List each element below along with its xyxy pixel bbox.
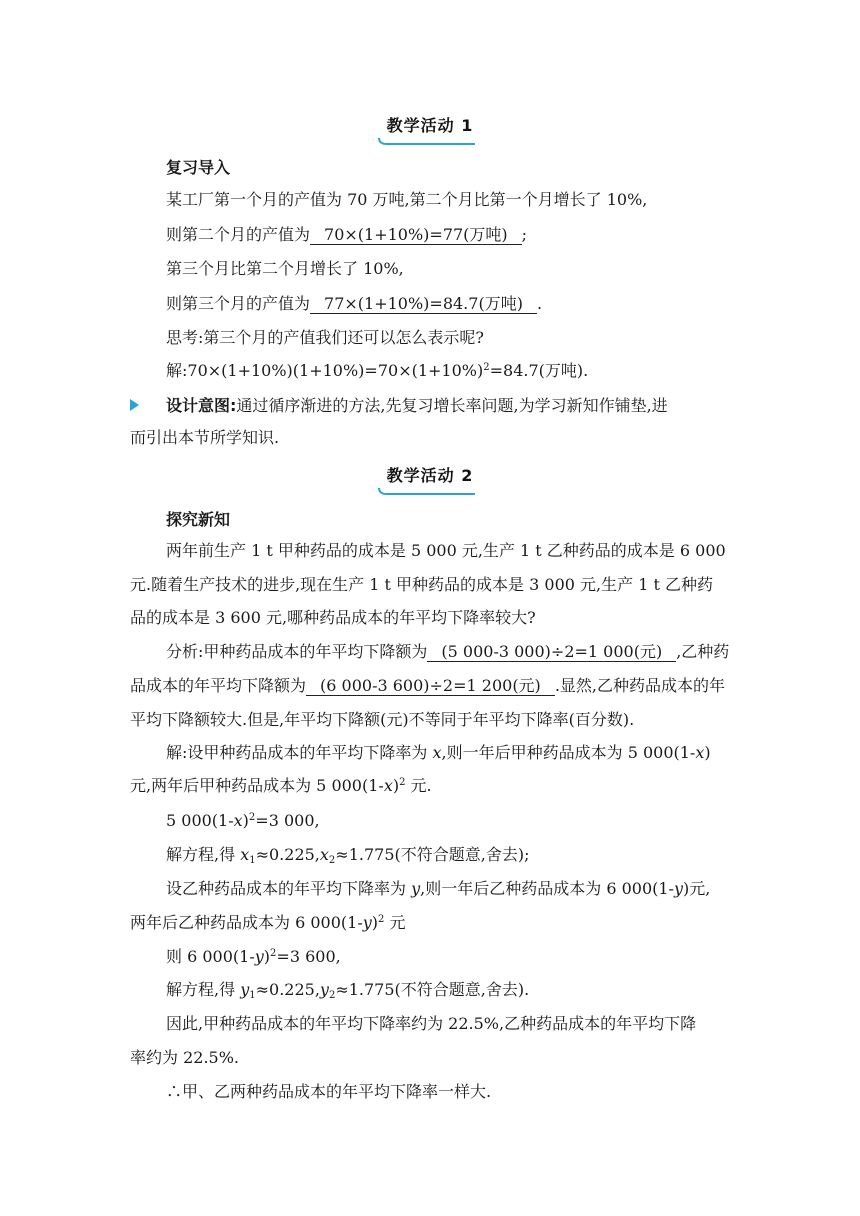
s3-b: ) <box>242 811 249 830</box>
s5-c: )元, <box>683 879 711 898</box>
review-paragraph-5: 思考:第三个月的产值我们还可以怎么表示呢? <box>166 328 484 347</box>
s2-b: ) <box>392 776 400 795</box>
question-line-3: 品的成本是 3 600 元,哪种药品成本的年平均下降率较大? <box>130 608 536 627</box>
s8-c: ≈1.775(不符合题意,舍去). <box>335 980 530 999</box>
conclusion-line-3: ∴甲、乙两种药品成本的年平均下降率一样大. <box>166 1082 492 1101</box>
s5-a: 设乙种药品成本的年平均下降率为 <box>166 879 412 898</box>
s1-b: ,则一年后甲种药品成本为 5 000(1- <box>441 743 696 762</box>
p6-b: =84.7(万吨). <box>489 361 589 380</box>
s1-var-x: x <box>432 743 442 762</box>
section-title-review: 复习导入 <box>166 158 231 177</box>
s7-var-y: y <box>254 947 264 966</box>
heading-underline-icon <box>377 486 479 498</box>
s8-a: 解方程,得 <box>166 980 241 999</box>
activity-2-heading-wrap <box>0 463 860 492</box>
heading-underline-icon <box>377 136 479 148</box>
s7-c: =3 600, <box>276 947 341 966</box>
solution-line-5 <box>166 879 746 899</box>
s2-sup: 2 <box>399 777 406 788</box>
s5-var-y2: y <box>673 879 683 898</box>
s5-b: ,则一年后乙种药品成本为 6 000(1- <box>420 879 674 898</box>
analysis-line-1 <box>166 642 746 662</box>
review-paragraph-2 <box>166 225 746 245</box>
analysis-line-2 <box>130 676 740 696</box>
solution-line-8 <box>166 980 746 1000</box>
s3-sup: 2 <box>248 812 256 823</box>
activity-1-heading <box>381 113 480 142</box>
review-paragraph-3: 第三个月比第二个月增长了 10%, <box>166 259 404 278</box>
analysis-1-prefix: 分析:甲种药品成本的年平均下降额为 <box>166 642 428 661</box>
analysis-1-answer-blank: (5 000-3 000)÷2=1 000(元) <box>427 643 676 662</box>
design-intent-text-1: 通过循序渐进的方法,先复习增长率问题,为学习新知作铺垫,进 <box>236 396 668 415</box>
activity-2-title: 教学活动 2 <box>386 466 474 485</box>
s8-var-y2: y <box>319 980 329 999</box>
design-intent-label: 设计意图: <box>166 396 237 415</box>
s7-b: ) <box>263 947 271 966</box>
solution-line-3 <box>166 811 746 831</box>
design-intent-line-1 <box>130 396 730 416</box>
analysis-line-3: 平均下降额较大.但是,年平均下降额(元)不等同于年平均下降率(百分数). <box>130 710 635 729</box>
triangle-marker-icon <box>130 399 139 411</box>
review-paragraph-1: 某工厂第一个月的产值为 70 万吨,第二个月比第一个月增长了 10%, <box>166 190 648 209</box>
s1-a: 解:设甲种药品成本的年平均下降率为 <box>166 743 433 762</box>
analysis-2-suffix: .显然,乙种药品成本的年 <box>554 676 725 695</box>
s6-c: 元 <box>384 913 406 932</box>
solution-line-1 <box>166 743 746 763</box>
analysis-1-suffix: ,乙种药 <box>676 642 730 661</box>
activity-1-heading-wrap <box>0 113 860 142</box>
p4-prefix: 则第三个月的产值为 <box>166 294 311 313</box>
s8-b: ≈0.225, <box>255 980 320 999</box>
solution-line-7 <box>166 947 746 967</box>
s2-var-x: x <box>383 776 393 795</box>
s8-sub1: 1 <box>249 990 256 1001</box>
p2-suffix: ; <box>521 225 528 244</box>
s4-var-x1: x <box>240 845 250 864</box>
p6-a: 解:70×(1+10%)(1+10%)=70×(1+10%) <box>166 361 484 380</box>
s6-sup: 2 <box>378 914 385 925</box>
activity-2-heading <box>381 463 480 492</box>
analysis-2-answer-blank: (6 000-3 600)÷2=1 200(元) <box>306 677 555 696</box>
p6-sup: 2 <box>483 362 490 373</box>
review-paragraph-4 <box>166 294 746 314</box>
p4-answer-blank: 77×(1+10%)=84.7(万吨) <box>310 295 537 314</box>
design-intent-line-2: 而引出本节所学知识. <box>130 428 280 447</box>
s3-c: =3 000, <box>255 811 320 830</box>
s6-var-y: y <box>362 913 372 932</box>
p2-answer-blank: 70×(1+10%)=77(万吨) <box>310 226 522 245</box>
s7-a: 则 6 000(1- <box>166 947 255 966</box>
analysis-2-prefix: 品成本的年平均下降额为 <box>130 676 307 695</box>
conclusion-line-1: 因此,甲种药品成本的年平均下降率约为 22.5%,乙种药品成本的年平均下降 <box>166 1014 697 1033</box>
section-title-explore: 探究新知 <box>166 510 231 529</box>
s3-var-x: x <box>233 811 243 830</box>
s4-var-x2: x <box>319 845 329 864</box>
question-line-1: 两年前生产 1 t 甲种药品的成本是 5 000 元,生产 1 t 乙种药品的成本是 6 000 <box>166 541 726 560</box>
solution-line-2 <box>130 776 740 796</box>
s4-c: ≈1.775(不符合题意,舍去); <box>335 845 530 864</box>
s4-b: ≈0.225, <box>255 845 320 864</box>
s1-c: ) <box>704 743 711 762</box>
s8-sub2: 2 <box>328 990 336 1001</box>
s5-var-y: y <box>411 879 421 898</box>
conclusion-line-2: 率约为 22.5%. <box>130 1048 240 1067</box>
question-line-2: 元.随着生产技术的进步,现在生产 1 t 甲种药品的成本是 3 000 元,生产 1 t 乙种药 <box>130 575 713 594</box>
s3-a: 5 000(1- <box>166 811 234 830</box>
solution-line-6 <box>130 913 740 933</box>
p2-prefix: 则第二个月的产值为 <box>166 225 311 244</box>
solution-line-4 <box>166 845 746 865</box>
s6-a: 两年后乙种药品成本为 6 000(1- <box>130 913 363 932</box>
s2-a: 元,两年后甲种药品成本为 5 000(1- <box>130 776 384 795</box>
s8-var-y1: y <box>240 980 250 999</box>
p4-suffix: . <box>536 294 543 313</box>
s7-sup: 2 <box>270 948 277 959</box>
s1-var-x2: x <box>695 743 705 762</box>
s6-b: ) <box>371 913 379 932</box>
s2-c: 元. <box>405 776 432 795</box>
review-paragraph-6 <box>166 361 746 381</box>
activity-1-title: 教学活动 1 <box>386 116 474 135</box>
s4-sub2: 2 <box>328 855 336 866</box>
s4-sub1: 1 <box>249 855 256 866</box>
s4-a: 解方程,得 <box>166 845 241 864</box>
